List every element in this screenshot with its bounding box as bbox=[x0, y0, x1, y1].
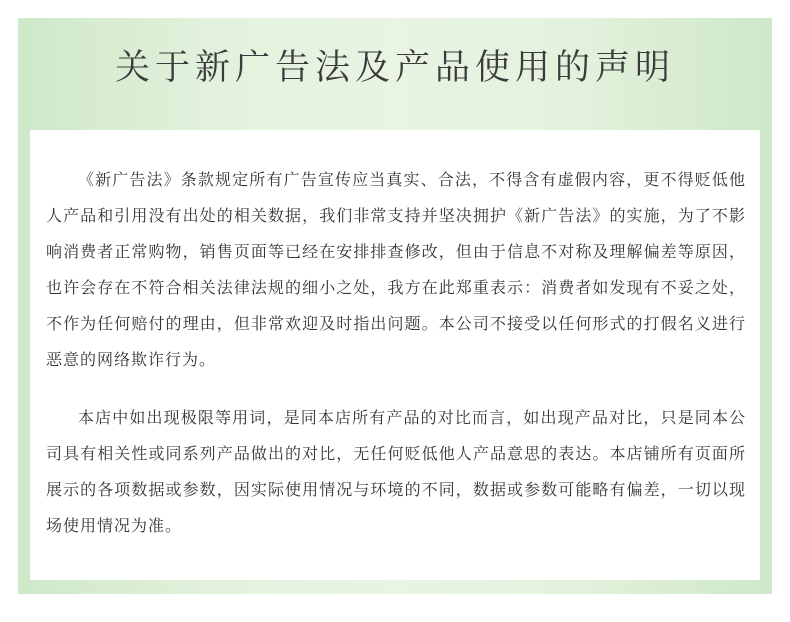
page-title: 关于新广告法及产品使用的声明 bbox=[114, 48, 675, 88]
statement-paragraph-advertising-law: 《新广告法》条款规定所有广告宣传应当真实、合法，不得含有虚假内容，更不得贬低他人产品和引用没有出处的相关数据，我们非常支持并坚决拥护《新广告法》的实施，为了不影响消费者正常购物，销售页面等已经在安排排查修改，但由于信息不对称及理解偏差等原因，也许会存在不符合相关法律法规的细小之处，我方在此郑重表示：消费者如发现有不妥之处，不作为任何赔付的理由，但非常欢迎及时指出问题。本公司不接受以任何形式的打假名义进行恶意的网络欺诈行为。 bbox=[46, 170, 746, 369]
statement-panel bbox=[30, 130, 760, 580]
statement-paragraph-product-comparison: 本店中如出现极限等用词，是同本店所有产品的对比而言，如出现产品对比，只是同本公司具有相关性或同系列产品做出的对比，无任何贬低他人产品意思的表达。本店铺所有页面所展示的各项数据或参数，因实际使用情况与环境的不同，数据或参数可能略有偏差，一切以现场使用情况为准。 bbox=[46, 408, 746, 535]
